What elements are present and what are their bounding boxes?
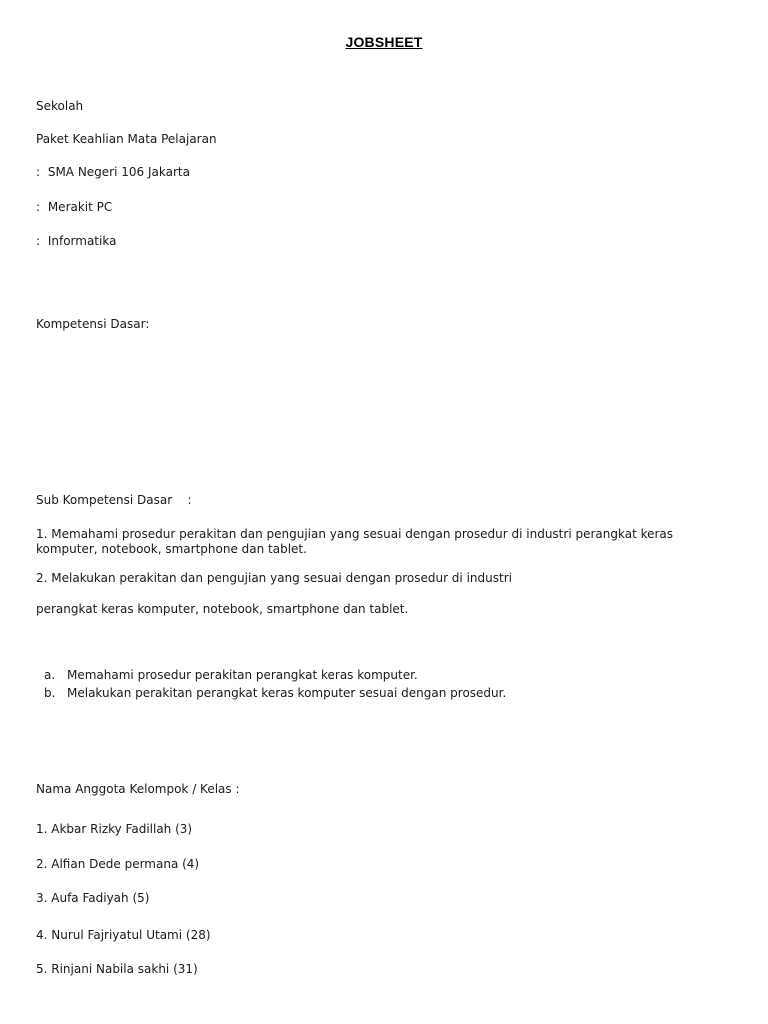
package-label: Paket Keahlian Mata Pelajaran [36, 132, 217, 146]
objective-item-b: Melakukan perakitan perangkat keras komputer sesuai dengan prosedur. [67, 686, 507, 700]
objective-marker-b: b. [44, 686, 56, 700]
document-title: JOBSHEET [345, 34, 423, 50]
group-member-5: 5. Rinjani Nabila sakhi (31) [36, 962, 198, 976]
package-value-row [36, 200, 112, 215]
school-value: SMA Negeri 106 Jakarta [47, 165, 190, 179]
subject-value-row [36, 234, 116, 249]
separator: : [36, 234, 41, 248]
subject-value: Informatika [47, 234, 117, 248]
package-value: Merakit PC [47, 200, 113, 214]
sub-competency-item-2-line-2: perangkat keras komputer, notebook, smartphone dan tablet. [36, 602, 409, 616]
group-member-2: 2. Alfian Dede permana (4) [36, 857, 200, 871]
separator: : [36, 200, 41, 214]
sub-competency-item-1: 1. Memahami prosedur perakitan dan pengujian yang sesuai dengan prosedur di industri perangkat keras komputer, notebook, smartphone dan tablet. [36, 527, 674, 556]
sub-competency-item-2-line-1: 2. Melakukan perakitan dan pengujian yang sesuai dengan prosedur di industri [36, 571, 512, 585]
group-member-4: 4. Nurul Fajriyatul Utami (28) [36, 928, 211, 942]
school-label: Sekolah [36, 99, 84, 113]
school-value-row [36, 165, 190, 180]
basic-competency-label: Kompetensi Dasar: [36, 317, 150, 331]
objective-marker-a: a. [44, 668, 56, 682]
separator: : [36, 165, 41, 179]
group-members-label: Nama Anggota Kelompok / Kelas : [36, 782, 240, 796]
group-member-1: 1. Akbar Rizky Fadillah (3) [36, 822, 193, 836]
objective-item-a: Memahami prosedur perakitan perangkat keras komputer. [67, 668, 418, 682]
sub-competency-label: Sub Kompetensi Dasar : [36, 493, 192, 507]
group-member-3: 3. Aufa Fadiyah (5) [36, 891, 150, 905]
